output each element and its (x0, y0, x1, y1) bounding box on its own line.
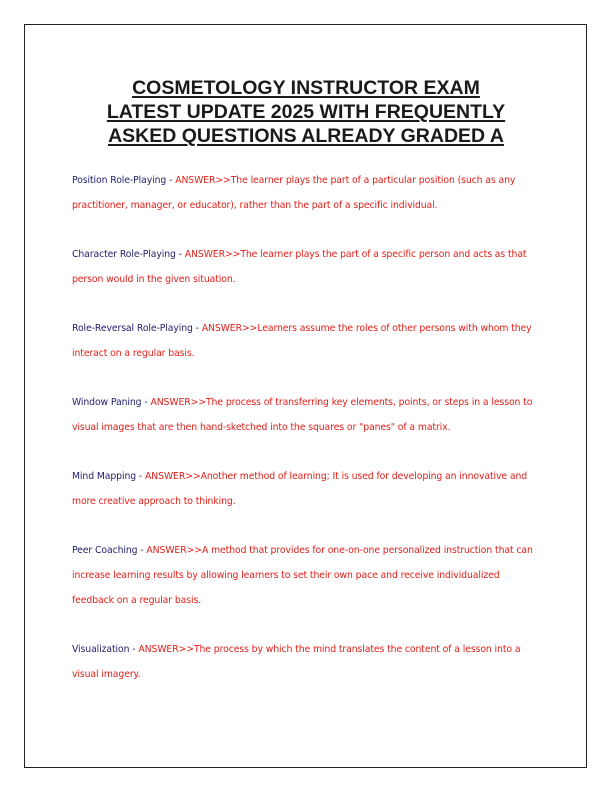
qa-separator: - (166, 175, 176, 186)
title-line-2: LATEST UPDATE 2025 WITH FREQUENTLY (106, 101, 506, 123)
qa-separator: - (175, 249, 185, 260)
qa-item-peer-coaching (72, 538, 542, 613)
answer-prefix: ANSWER>> (146, 545, 202, 556)
qa-term: Window Paning (72, 397, 142, 408)
qa-answer: Another method of learning; It is used for developing an innovative and more creative approach to thinking. (72, 471, 528, 507)
qa-term: Character Role-Playing (72, 249, 176, 260)
qa-answer: The learner plays the part of a specific person and acts as that person would in the given situation. (72, 249, 527, 285)
qa-answer: A method that provides for one-on-one personalized instruction that can increase learning results by allowing learners to set their own pace and receive individualized feedback on a regular basis. (72, 545, 533, 606)
qa-separator: - (129, 644, 139, 655)
qa-term: Role-Reversal Role-Playing (72, 323, 193, 334)
qa-term: Peer Coaching (72, 545, 138, 556)
qa-answer: The process of transferring key elements, points, or steps in a lesson to visual images that are then hand-sketched into the squares or "panes" of a matrix. (72, 397, 533, 433)
qa-answer: The process by which the mind translates the content of a lesson into a visual imagery. (72, 644, 521, 680)
answer-prefix: ANSWER>> (201, 323, 258, 334)
answer-prefix: ANSWER>> (138, 644, 194, 655)
answer-prefix: ANSWER>> (145, 471, 201, 482)
qa-item-position-role-playing (72, 168, 542, 218)
qa-list (72, 168, 542, 711)
answer-prefix: ANSWER>> (175, 175, 231, 186)
qa-separator: - (137, 545, 147, 556)
qa-item-mind-mapping (72, 464, 542, 514)
title-line-1: COSMETOLOGY INSTRUCTOR EXAM (132, 77, 480, 99)
qa-term: Position Role-Playing (72, 175, 167, 186)
answer-prefix: ANSWER>> (184, 249, 241, 260)
qa-answer: Learners assume the roles of other persons with whom they interact on a regular basis. (72, 323, 532, 359)
qa-separator: - (141, 397, 151, 408)
qa-item-visualization (72, 637, 542, 687)
qa-term: Mind Mapping (72, 471, 137, 482)
qa-separator: - (136, 471, 146, 482)
answer-prefix: ANSWER>> (150, 397, 206, 408)
document-title (60, 76, 552, 148)
qa-term: Visualization (72, 644, 130, 655)
qa-separator: - (192, 323, 202, 334)
title-line-3: ASKED QUESTIONS ALREADY GRADED A (108, 125, 504, 147)
qa-item-role-reversal-role-playing (72, 316, 542, 366)
qa-item-window-paning (72, 390, 542, 440)
qa-answer: The learner plays the part of a particular position (such as any practitioner, manager, or educator), rather than the part of a specific individual. (72, 175, 516, 211)
qa-item-character-role-playing (72, 242, 542, 292)
